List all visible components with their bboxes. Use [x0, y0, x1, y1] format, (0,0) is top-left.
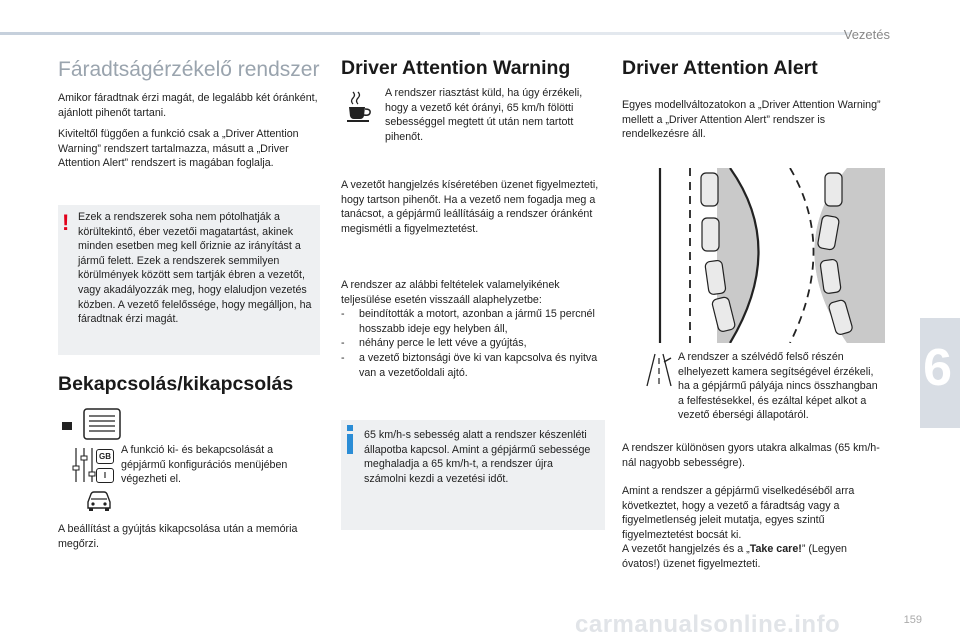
info-i-icon: I	[96, 468, 114, 483]
coffee-cup-icon	[347, 90, 373, 127]
daw-alert-text: A vezetőt hangjelzés kíséretében üzenet figyelmezteti, hogy tartson pihenőt. Ha a vezető nem fogadja meg a tanácsot, a gépjármű leállításáig a rendszer óránként megismétli a figyelmeztetést.	[341, 179, 599, 235]
take-care-label: Take care!	[749, 543, 802, 556]
col1-variant-text: Kiviteltől függően a funkció csak a „Driver Attention Warning” rendszert tartalmazza, másutt a „Driver Attention Alert” rendszert is magában foglalja.	[58, 128, 299, 170]
daw-title: Driver Attention Warning	[341, 57, 571, 79]
header-rule-light	[480, 32, 850, 35]
config-text: A funkció ki- és bekapcsolását a gépjármű konfigurációs menüjében végezheti el.	[121, 444, 288, 486]
daa-take-care-line	[622, 542, 884, 571]
warning-text: Ezek a rendszerek soha nem pótolhatják a körültekintő, éber vezetői magatartást, akinek minden esetben meg kell őriznie az irányítást a jármű felett. Ezek a rendszerek semmilyen körülmények között sem tartják ébren a vezetőt, vagy akadályozzák meg, hogy elaludjon vezetés közben. A vezető felelőssége, hogy megálljon, ha fáradtnak érzi magát.	[78, 211, 312, 326]
daa-camera-text: A rendszer a szélvédő felső részén elhelyezett kamera segítségével érzékeli, ha a gépjármű pályája nincs összhangban a felfestésekkel, és ezáltal képet alkot a vezető éberségi állapotáról.	[678, 351, 878, 422]
daa-warning-level: Amint a rendszer a gépjármű viselkedéséből arra következtet, hogy a vezető a fáradtság vagy a figyelmetlenség jeleit mutatja, egyes szintű figyelmeztetést bocsát ki.	[622, 485, 855, 541]
warning-icon: !	[62, 210, 70, 235]
daa-warning-text	[622, 484, 884, 572]
list-item: - beindították a motort, azonban a jármű 15 percnél hosszabb ideje egy helyben áll,	[341, 307, 605, 336]
take-care-prefix: A vezetőt hangjelzés és a „	[622, 543, 750, 556]
chapter-number: 6	[923, 339, 952, 397]
config-sliders-icon	[72, 446, 114, 486]
daa-intro: Egyes modellváltozatokon a „Driver Attention Warning” mellett a „Driver Attention Alert” rendszer is rendelkezésre áll.	[622, 99, 881, 141]
watermark-logo: carmanualsonline.info	[575, 611, 841, 638]
daw-reset-intro: A rendszer az alábbi feltételek valamelyikének teljesülése esetén visszaáll alaphelyzetbe:	[341, 279, 560, 306]
camera-lane-icon	[644, 352, 674, 393]
subtitle-toggle: Bekapcsolás/kikapcsolás	[58, 373, 294, 395]
daw-intro: A rendszer riasztást küld, ha úgy érzékeli, hogy a vezető két órányi, 65 km/h fölötti sebességgel megtett út után nem tartott pihenőt.	[385, 87, 583, 143]
list-item: - néhány perce le lett véve a gyújtás,	[341, 336, 605, 351]
col1-intro: Amikor fáradtnak érzi magát, de legalább két óránként, ajánlott pihenőt tartani.	[58, 92, 318, 119]
car-settings-icon	[84, 488, 114, 517]
page-title: Fáradtságérzékelő rendszer	[58, 58, 320, 81]
screen-settings-icon	[62, 408, 124, 447]
page-number: 159	[903, 614, 922, 626]
language-gb-icon: GB	[96, 449, 114, 464]
info-icon	[347, 425, 352, 453]
daa-title: Driver Attention Alert	[622, 57, 818, 79]
list-item: - a vezető biztonsági öve ki van kapcsolva és nyitva van a vezetőoldali ajtó.	[341, 351, 605, 380]
take-care-suffix: ” (Legyen óvatos!) üzenet figyelmezteti.	[622, 543, 847, 570]
info-text: 65 km/h-s sebesség alatt a rendszer készenléti állapotba kapcsol. Amint a gépjármű sebessége meghaladja a 65 km/h-t, a rendszer újra számolni kezdi a vezetési időt.	[364, 429, 591, 485]
daa-fast-road-text: A rendszer különösen gyors utakra alkalmas (65 km/h-nál nagyobb sebességre).	[622, 442, 880, 469]
reset-conditions-list	[341, 307, 605, 380]
daw-reset-text	[341, 278, 605, 380]
col1-memory-text: A beállítást a gyújtás kikapcsolása után a memória megőrzi.	[58, 523, 298, 550]
lane-drift-illustration	[622, 168, 885, 348]
header-rule	[0, 32, 480, 35]
section-label: Vezetés	[843, 27, 890, 42]
